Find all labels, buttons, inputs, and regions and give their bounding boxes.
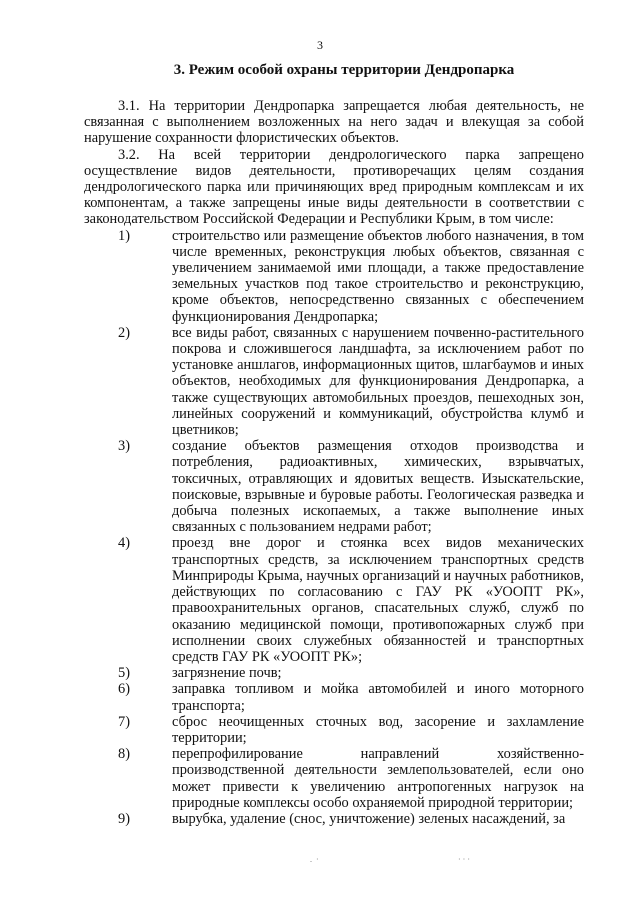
list-item-text: заправка топливом и мойка автомобилей и иного моторного транспорта; xyxy=(172,681,584,714)
list-item xyxy=(84,811,584,827)
list-item-text: строительство или размещение объектов любого назначения, в том числе временных, реконструкция любых объектов, связанная с увеличением занимаемой ими площади, а также предоставление земельных участков под такое строительство и реконструкцию, кроме объектов, непосредственно связанных с обеспечением функционирования Дендропарка; xyxy=(172,227,584,325)
list-item-number: 2) xyxy=(118,324,130,341)
paragraph-3-1: 3.1. На территории Дендропарка запрещается любая деятельность, не связанная с выполнением возложенных на него задач и влекущая за собой нарушение сохранности флористических объектов. xyxy=(84,98,584,147)
list-item-number: 8) xyxy=(118,746,130,763)
list-item-text: все виды работ, связанных с нарушением почвенно-растительного покрова и сложившегося ландшафта, за исключением работ по установке аншлагов, информационных щитов, шлагбаумов и иных объектов, необходимых для функционирования Дендропарка, а также существующих автомобильных проездов, пешеходных зон, линейных сооружений и коммуникаций, обустройства клумб и цветников; xyxy=(172,324,584,439)
list-item xyxy=(84,325,584,438)
list-item xyxy=(84,714,584,746)
list-item-number: 3) xyxy=(118,438,130,455)
scan-speck: · · · xyxy=(458,855,470,864)
list-item-number: 1) xyxy=(118,227,130,244)
list-item xyxy=(84,681,584,713)
list-item-text: сброс неочищенных сточных вод, засорение и захламление территории; xyxy=(172,713,584,746)
list-item-number: 4) xyxy=(118,535,130,552)
list-item-number: 6) xyxy=(118,681,130,698)
section-heading: 3. Режим особой охраны территории Дендропарка xyxy=(173,62,515,78)
list-item xyxy=(84,535,584,665)
list-item-number: 5) xyxy=(118,665,130,682)
list-item-text: вырубка, удаление (снос, уничтожение) зеленых насаждений, за xyxy=(172,810,566,827)
list-item-text: создание объектов размещения отходов производства и потребления, радиоактивных, химических, взрывчатых, токсичных, отравляющих и ядовитых веществ. Изыскательские, поисковые, взрывные и буровые работы. Геологическая разведка и добыча полезных ископаемых, а также выполнение иных связанных с пользованием недрами работ; xyxy=(172,438,584,536)
list-item xyxy=(84,746,584,811)
list-item xyxy=(84,228,584,325)
document-body xyxy=(84,98,584,827)
page-number: 3 xyxy=(317,38,323,52)
paragraph-3-2: 3.2. На всей территории дендрологического парка запрещено осуществление видов деятельности, противоречащих целям создания дендрологического парка или причиняющих вред природным комплексам и их компонентам, а также запрещены иные виды деятельности в соответствии с законодательством Российской Федерации и Республики Крым, в том числе: xyxy=(84,146,584,228)
list-item-number: 7) xyxy=(118,713,130,730)
list-item-text: загрязнение почв; xyxy=(172,665,282,682)
list-item xyxy=(84,438,584,535)
list-item xyxy=(84,665,584,681)
list-item-text: перепрофилирование направлений хозяйственно-производственной деятельности землепользователей, если оно может привести к увеличению антропогенных нагрузок на природные комплексы особо охраняемой природной территории; xyxy=(172,746,584,811)
list-item-number: 9) xyxy=(118,810,130,827)
scan-speck: . · xyxy=(310,855,319,864)
list-item-text: проезд вне дорог и стоянка всех видов механических транспортных средств, за исключением транспортных средств Минприроды Крыма, научных организаций и научных работников, действующих по согласованию с ГАУ РК «УООПТ РК», правоохранительных органов, спасательных служб, служб по оказанию медицинской помощи, противопожарных служб при исполнении своих служебных обязанностей и транспортных средств ГАУ РК «УООПТ РК»; xyxy=(172,535,584,665)
